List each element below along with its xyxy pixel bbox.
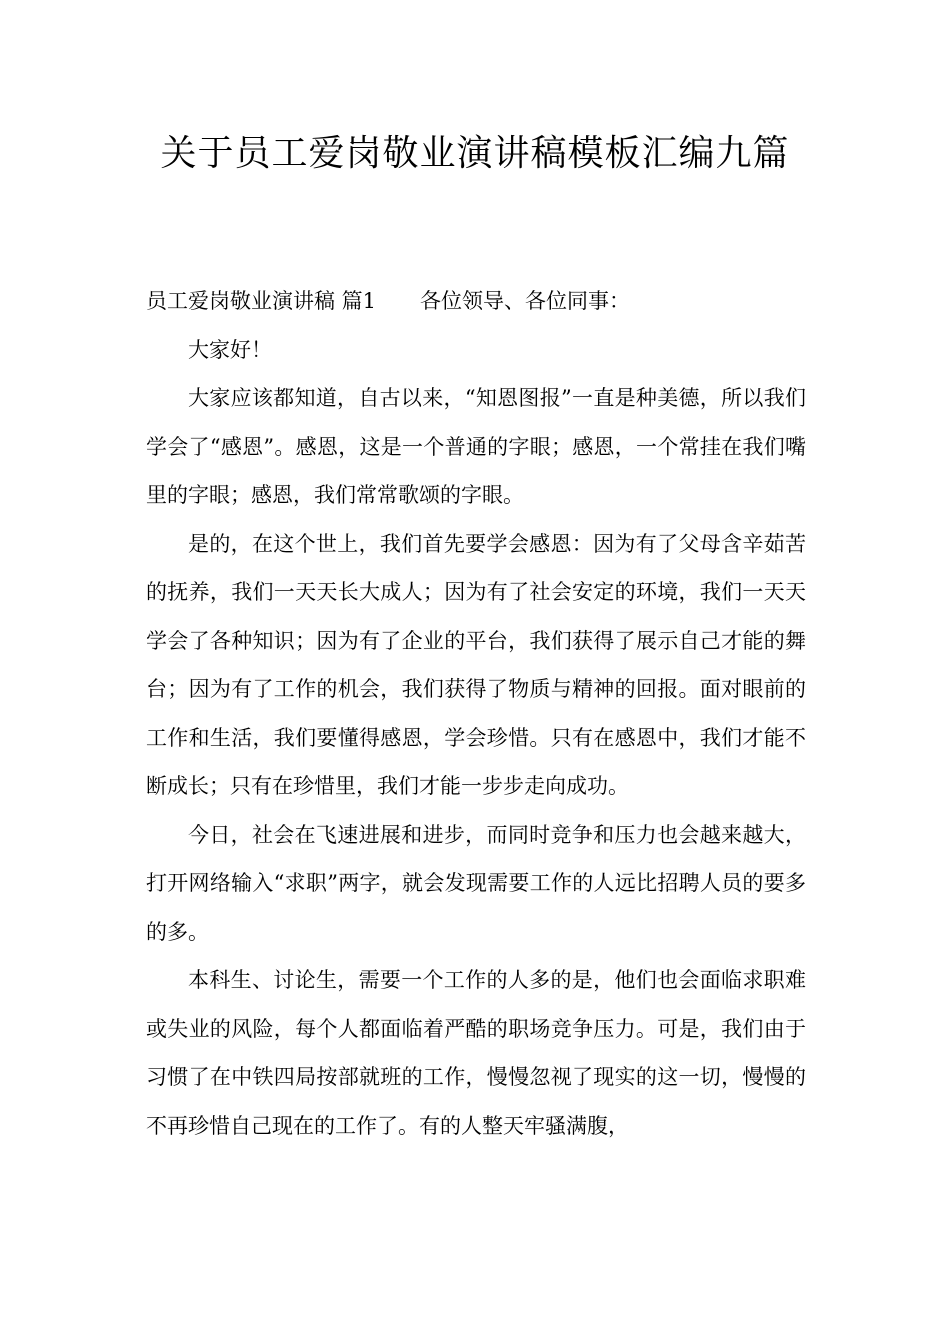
section-heading-line bbox=[146, 277, 806, 326]
document-title: 关于员工爱岗敬业演讲稿模板汇编九篇 bbox=[160, 133, 790, 174]
paragraph: 是的，在这个世上，我们首先要学会感恩：因为有了父母含辛茹苦的抚养，我们一天天长大成人；因为有了社会安定的环境，我们一天天学会了各种知识；因为有了企业的平台，我们获得了展示自己才能的舞台；因为有了工作的机会，我们获得了物质与精神的回报。面对眼前的工作和生活，我们要懂得感恩，学会珍惜。只有在感恩中，我们才能不断成长；只有在珍惜里，我们才能一步步走向成功。 bbox=[146, 531, 806, 798]
paragraph: 今日，社会在飞速进展和进步，而同时竞争和压力也会越来越大，打开网络输入“求职”两字，就会发现需要工作的人远比招聘人员的要多的多。 bbox=[146, 822, 806, 944]
document-body bbox=[146, 277, 806, 1150]
salutation: 各位领导、各位同事： bbox=[420, 289, 631, 313]
section-label: 员工爱岗敬业演讲稿 篇1 bbox=[146, 289, 377, 313]
paragraph: 大家应该都知道，自古以来，“知恩图报”一直是种美德，所以我们学会了“感恩”。感恩，这是一个普通的字眼；感恩，一个常挂在我们嘴里的字眼；感恩，我们常常歌颂的字眼。 bbox=[146, 386, 806, 507]
paragraph: 大家好！ bbox=[188, 337, 272, 362]
paragraph: 本科生、讨论生，需要一个工作的人多的是，他们也会面临求职难或失业的风险，每个人都面临着严酷的职场竞争压力。可是，我们由于习惯了在中铁四局按部就班的工作，慢慢忽视了现实的这一切，慢慢的不再珍惜自己现在的工作了。有的人整天牢骚满腹， bbox=[146, 968, 806, 1138]
